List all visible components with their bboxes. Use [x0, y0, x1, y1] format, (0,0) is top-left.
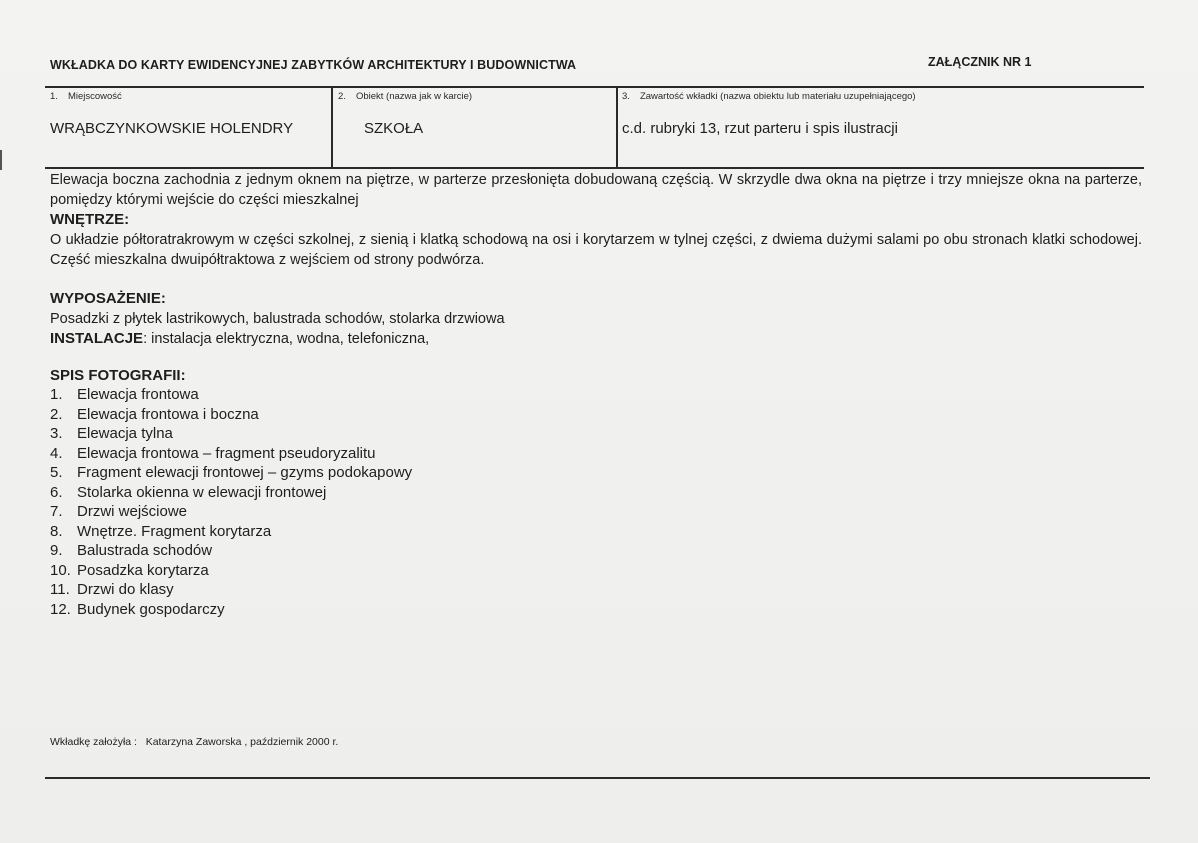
column-divider-1	[331, 86, 333, 168]
field-locality-value: WRĄBCZYNKOWSKIE HOLENDRY	[50, 120, 294, 137]
footer-author	[50, 736, 338, 748]
list-item: 4. Elewacja frontowa – fragment pseudoryzalitu	[50, 444, 376, 462]
list-item: 11. Drzwi do klasy	[50, 581, 174, 598]
equipment-heading: WYPOSAŻENIE:	[50, 290, 166, 307]
footer-rule	[45, 777, 1150, 779]
list-item: 8. Wnętrze. Fragment korytarza	[50, 522, 272, 540]
description-block	[50, 170, 1142, 270]
equipment-block	[50, 289, 1142, 349]
list-item: 2. Elewacja frontowa i boczna	[50, 405, 259, 423]
list-item: 10. Posadzka korytarza	[50, 561, 209, 579]
list-item: 3. Elewacja tylna	[50, 425, 173, 442]
list-item: 1. Elewacja frontowa	[50, 386, 199, 403]
table-bottom-rule	[45, 167, 1144, 169]
list-item: 12. Budynek gospodarczy	[50, 600, 225, 618]
field-contents-value: c.d. rubryki 13, rzut parteru i spis ilustracji	[622, 120, 898, 137]
list-item: 9. Balustrada schodów	[50, 542, 213, 559]
field-object-value: SZKOŁA	[364, 120, 424, 137]
list-item: 7. Drzwi wejściowe	[50, 503, 188, 520]
photos-heading: SPIS FOTOGRAFII:	[50, 367, 186, 384]
table-top-rule	[45, 86, 1144, 88]
field-locality-label: 1. Miejscowość	[50, 91, 122, 102]
installations-text: : instalacja elektryczna, wodna, telefoniczna,	[143, 331, 430, 347]
installations-heading: INSTALACJE	[50, 330, 144, 347]
installations-line	[50, 329, 1142, 349]
document-title: WKŁADKA DO KARTY EWIDENCYJNEJ ZABYTKÓW ARCHITEKTURY I BUDOWNICTWA	[50, 58, 577, 72]
annex-number: ZAŁĄCZNIK NR 1	[928, 55, 1032, 69]
elevation-text: Elewacja boczna zachodnia z jednym oknem na piętrze, w parterze przesłonięta dobudowaną częścią. W skrzydle dwa okna na piętrze i trzy mniejsze okna na parterze, pomiędzy którymi wejście do części mieszkalnej	[50, 172, 1142, 208]
interior-heading: WNĘTRZE:	[50, 211, 130, 228]
interior-text: O układzie półtoratrakrowym w części szkolnej, z sienią i klatką schodową na osi i korytarzem w tylnej części, z dwiema dużymi salami po obu stronach klatki schodowej. Część mieszkalna dwuipółtraktowa z wejściem od strony podwórza.	[50, 232, 1142, 268]
equipment-text: Posadzki z płytek lastrikowych, balustrada schodów, stolarka drzwiowa	[50, 311, 505, 327]
list-item: 6. Stolarka okienna w elewacji frontowej	[50, 483, 327, 501]
footer-author-name: Katarzyna Zaworska , październik 2000 r.	[145, 736, 339, 748]
field-object-label: 2. Obiekt (nazwa jak w karcie)	[338, 91, 473, 102]
binding-mark	[0, 150, 2, 170]
column-divider-2	[616, 86, 618, 168]
field-contents-label: 3. Zawartość wkładki (nazwa obiektu lub materiału uzupełniającego)	[622, 91, 916, 102]
photo-list	[50, 385, 412, 619]
photos-heading-block	[50, 366, 1142, 386]
list-item: 5. Fragment elewacji frontowej – gzyms podokapowy	[50, 464, 413, 481]
footer-label: Wkładkę założyła :	[50, 736, 137, 748]
